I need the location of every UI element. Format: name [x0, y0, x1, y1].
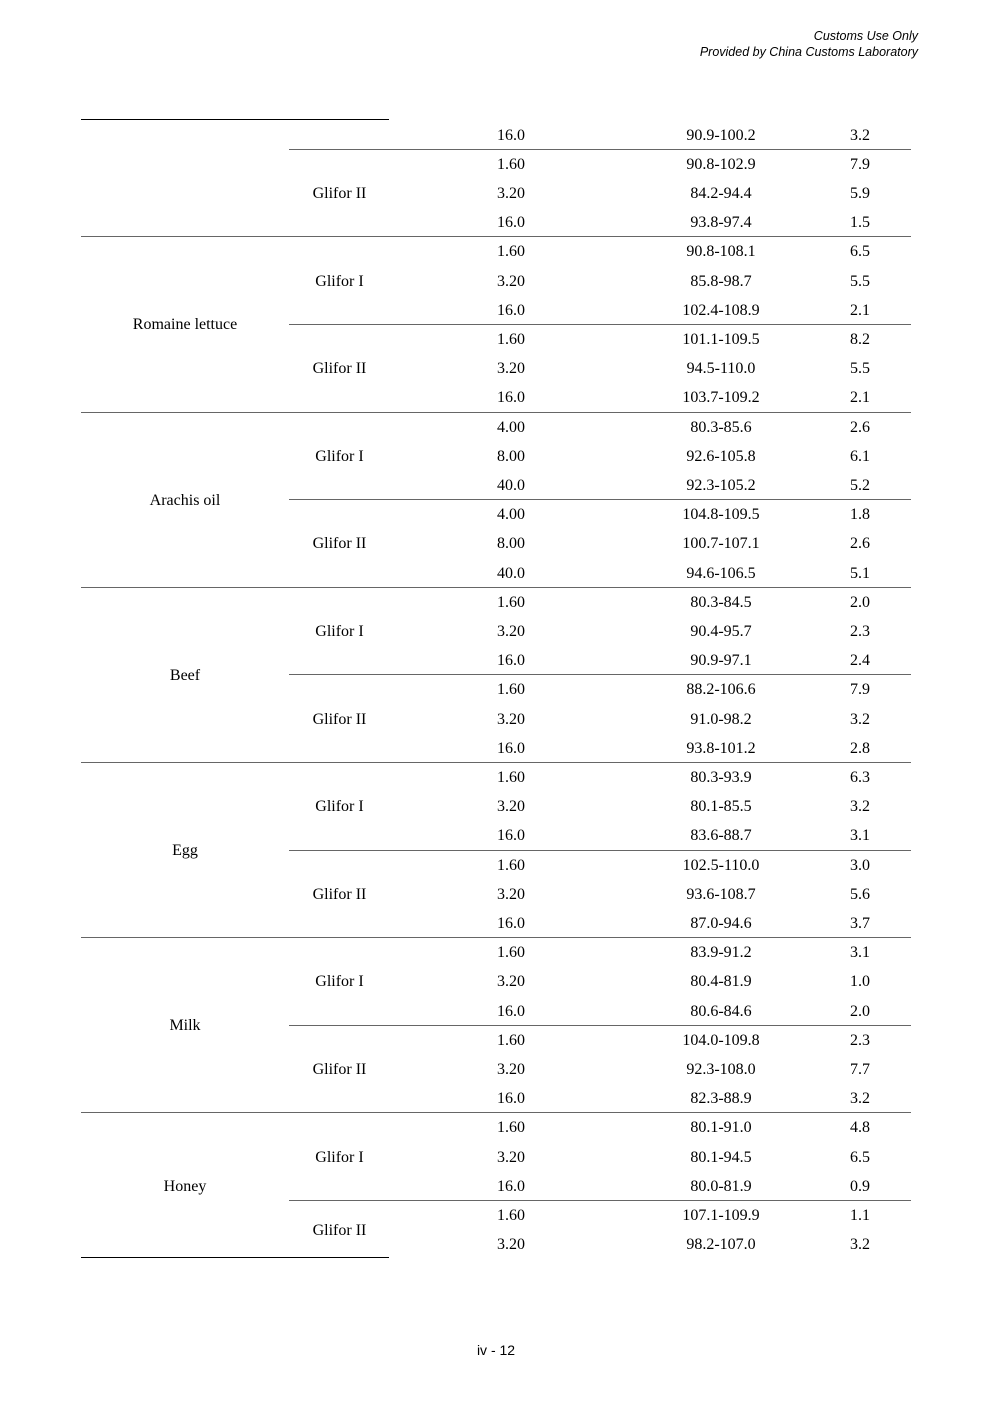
- rsd-cell: 3.2: [850, 126, 870, 144]
- matrix-label: Milk: [169, 1017, 201, 1035]
- recovery-cell: 102.4-108.9: [682, 301, 760, 319]
- concentration-cell: 4.00: [497, 506, 525, 524]
- rsd-cell: 3.2: [850, 710, 870, 728]
- rsd-cell: 2.1: [850, 301, 870, 319]
- recovery-cell: 93.6-108.7: [686, 885, 756, 903]
- recovery-cell: 84.2-94.4: [690, 184, 752, 202]
- recovery-cell: 80.3-84.5: [690, 593, 752, 611]
- recovery-cell: 107.1-109.9: [682, 1206, 760, 1224]
- product-label: Glifor I: [315, 973, 364, 991]
- concentration-cell: 1.60: [497, 944, 525, 962]
- recovery-cell: 80.1-94.5: [690, 1148, 752, 1166]
- rsd-cell: 3.2: [850, 1090, 870, 1108]
- rsd-cell: 5.5: [850, 360, 870, 378]
- concentration-cell: 16.0: [497, 739, 525, 757]
- recovery-cell: 98.2-107.0: [686, 1236, 756, 1254]
- rsd-cell: 1.0: [850, 973, 870, 991]
- recovery-cell: 80.3-93.9: [690, 768, 752, 786]
- matrix-label: Honey: [163, 1177, 207, 1195]
- rsd-cell: 2.0: [850, 1002, 870, 1020]
- matrix-label: Egg: [172, 841, 198, 859]
- concentration-cell: 3.20: [497, 710, 525, 728]
- concentration-cell: 3.20: [497, 1236, 525, 1254]
- recovery-cell: 82.3-88.9: [690, 1090, 752, 1108]
- rsd-cell: 3.2: [850, 1236, 870, 1254]
- page-header: [700, 28, 918, 60]
- concentration-cell: 3.20: [497, 798, 525, 816]
- header-line-2: Provided by China Customs Laboratory: [699, 45, 918, 59]
- matrix-label: Romaine lettuce: [132, 316, 238, 334]
- rsd-cell: 3.2: [850, 798, 870, 816]
- product-label: Glifor I: [315, 272, 364, 290]
- concentration-cell: 1.60: [497, 593, 525, 611]
- concentration-cell: 3.20: [497, 622, 525, 640]
- rsd-cell: 3.0: [850, 856, 870, 874]
- recovery-cell: 90.4-95.7: [690, 622, 752, 640]
- recovery-cell: 92.6-105.8: [686, 447, 756, 465]
- concentration-cell: 16.0: [497, 1090, 525, 1108]
- rsd-cell: 2.0: [850, 593, 870, 611]
- recovery-cell: 94.6-106.5: [686, 564, 756, 582]
- concentration-cell: 16.0: [497, 827, 525, 845]
- concentration-cell: 3.20: [497, 1060, 525, 1078]
- rsd-cell: 8.2: [850, 330, 870, 348]
- product-label: Glifor II: [312, 710, 367, 728]
- concentration-cell: 1.60: [497, 243, 525, 261]
- rsd-cell: 2.6: [850, 535, 870, 553]
- concentration-cell: 1.60: [497, 681, 525, 699]
- rsd-cell: 3.1: [850, 827, 870, 845]
- concentration-cell: 8.00: [497, 535, 525, 553]
- concentration-cell: 1.60: [497, 1206, 525, 1224]
- recovery-cell: 93.8-97.4: [690, 214, 752, 232]
- concentration-cell: 16.0: [497, 126, 525, 144]
- recovery-cell: 104.8-109.5: [682, 506, 760, 524]
- rsd-cell: 1.8: [850, 506, 870, 524]
- rsd-cell: 1.5: [850, 214, 870, 232]
- recovery-cell: 88.2-106.6: [686, 681, 756, 699]
- rsd-cell: 2.6: [850, 418, 870, 436]
- matrix-label: Arachis oil: [149, 491, 221, 509]
- rsd-cell: 7.9: [850, 681, 870, 699]
- concentration-cell: 16.0: [497, 1177, 525, 1195]
- recovery-cell: 104.0-109.8: [682, 1031, 760, 1049]
- concentration-cell: 1.60: [497, 1031, 525, 1049]
- rsd-cell: 6.3: [850, 768, 870, 786]
- concentration-cell: 8.00: [497, 447, 525, 465]
- concentration-cell: 3.20: [497, 973, 525, 991]
- page-number: iv - 12: [476, 1342, 516, 1358]
- table-top-rule: [81, 119, 389, 120]
- product-label: Glifor II: [312, 885, 367, 903]
- product-label: Glifor II: [312, 1060, 367, 1078]
- concentration-cell: 1.60: [497, 330, 525, 348]
- rsd-cell: 2.8: [850, 739, 870, 757]
- rsd-cell: 5.9: [850, 184, 870, 202]
- recovery-cell: 101.1-109.5: [682, 330, 760, 348]
- rsd-cell: 0.9: [850, 1177, 870, 1195]
- table-bottom-rule: [81, 1257, 389, 1258]
- rsd-cell: 6.5: [850, 243, 870, 261]
- product-label: Glifor II: [312, 1221, 367, 1239]
- concentration-cell: 1.60: [497, 768, 525, 786]
- header-line-1: Customs Use Only: [813, 29, 918, 43]
- rsd-cell: 2.3: [850, 622, 870, 640]
- recovery-cell: 80.3-85.6: [690, 418, 752, 436]
- rsd-cell: 2.1: [850, 389, 870, 407]
- recovery-cell: 87.0-94.6: [690, 914, 752, 932]
- matrix-label: Beef: [169, 666, 201, 684]
- concentration-cell: 16.0: [497, 1002, 525, 1020]
- concentration-cell: 1.60: [497, 155, 525, 173]
- recovery-cell: 90.8-108.1: [686, 243, 756, 261]
- recovery-cell: 92.3-108.0: [686, 1060, 756, 1078]
- product-label: Glifor II: [312, 184, 367, 202]
- rsd-cell: 7.9: [850, 155, 870, 173]
- rsd-cell: 2.3: [850, 1031, 870, 1049]
- recovery-cell: 83.6-88.7: [690, 827, 752, 845]
- rsd-cell: 3.1: [850, 944, 870, 962]
- concentration-cell: 16.0: [497, 214, 525, 232]
- recovery-cell: 80.1-91.0: [690, 1119, 752, 1137]
- recovery-cell: 102.5-110.0: [682, 856, 760, 874]
- recovery-cell: 90.8-102.9: [686, 155, 756, 173]
- recovery-cell: 94.5-110.0: [686, 360, 756, 378]
- concentration-cell: 16.0: [497, 652, 525, 670]
- recovery-cell: 103.7-109.2: [682, 389, 760, 407]
- recovery-cell: 90.9-100.2: [686, 126, 756, 144]
- rsd-cell: 6.5: [850, 1148, 870, 1166]
- product-label: Glifor II: [312, 360, 367, 378]
- recovery-cell: 90.9-97.1: [690, 652, 752, 670]
- concentration-cell: 40.0: [497, 564, 525, 582]
- rsd-cell: 5.6: [850, 885, 870, 903]
- rsd-cell: 3.7: [850, 914, 870, 932]
- rsd-cell: 5.2: [850, 476, 870, 494]
- rsd-cell: 7.7: [850, 1060, 870, 1078]
- concentration-cell: 40.0: [497, 476, 525, 494]
- recovery-cell: 80.6-84.6: [690, 1002, 752, 1020]
- concentration-cell: 3.20: [497, 184, 525, 202]
- recovery-cell: 80.4-81.9: [690, 973, 752, 991]
- rsd-cell: 5.1: [850, 564, 870, 582]
- recovery-cell: 92.3-105.2: [686, 476, 756, 494]
- concentration-cell: 1.60: [497, 1119, 525, 1137]
- recovery-cell: 85.8-98.7: [690, 272, 752, 290]
- concentration-cell: 16.0: [497, 914, 525, 932]
- concentration-cell: 1.60: [497, 856, 525, 874]
- recovery-cell: 83.9-91.2: [690, 944, 752, 962]
- concentration-cell: 3.20: [497, 1148, 525, 1166]
- concentration-cell: 16.0: [497, 301, 525, 319]
- recovery-cell: 80.1-85.5: [690, 798, 752, 816]
- product-label: Glifor I: [315, 1148, 364, 1166]
- product-label: Glifor I: [315, 447, 364, 465]
- recovery-cell: 100.7-107.1: [682, 535, 760, 553]
- rsd-cell: 1.1: [850, 1206, 870, 1224]
- recovery-cell: 93.8-101.2: [686, 739, 756, 757]
- rsd-cell: 4.8: [850, 1119, 870, 1137]
- recovery-cell: 91.0-98.2: [690, 710, 752, 728]
- rsd-cell: 6.1: [850, 447, 870, 465]
- concentration-cell: 4.00: [497, 418, 525, 436]
- concentration-cell: 3.20: [497, 885, 525, 903]
- concentration-cell: 16.0: [497, 389, 525, 407]
- recovery-cell: 80.0-81.9: [690, 1177, 752, 1195]
- rsd-cell: 2.4: [850, 652, 870, 670]
- product-label: Glifor I: [315, 798, 364, 816]
- concentration-cell: 3.20: [497, 272, 525, 290]
- product-label: Glifor II: [312, 535, 367, 553]
- product-label: Glifor I: [315, 622, 364, 640]
- rsd-cell: 5.5: [850, 272, 870, 290]
- concentration-cell: 3.20: [497, 360, 525, 378]
